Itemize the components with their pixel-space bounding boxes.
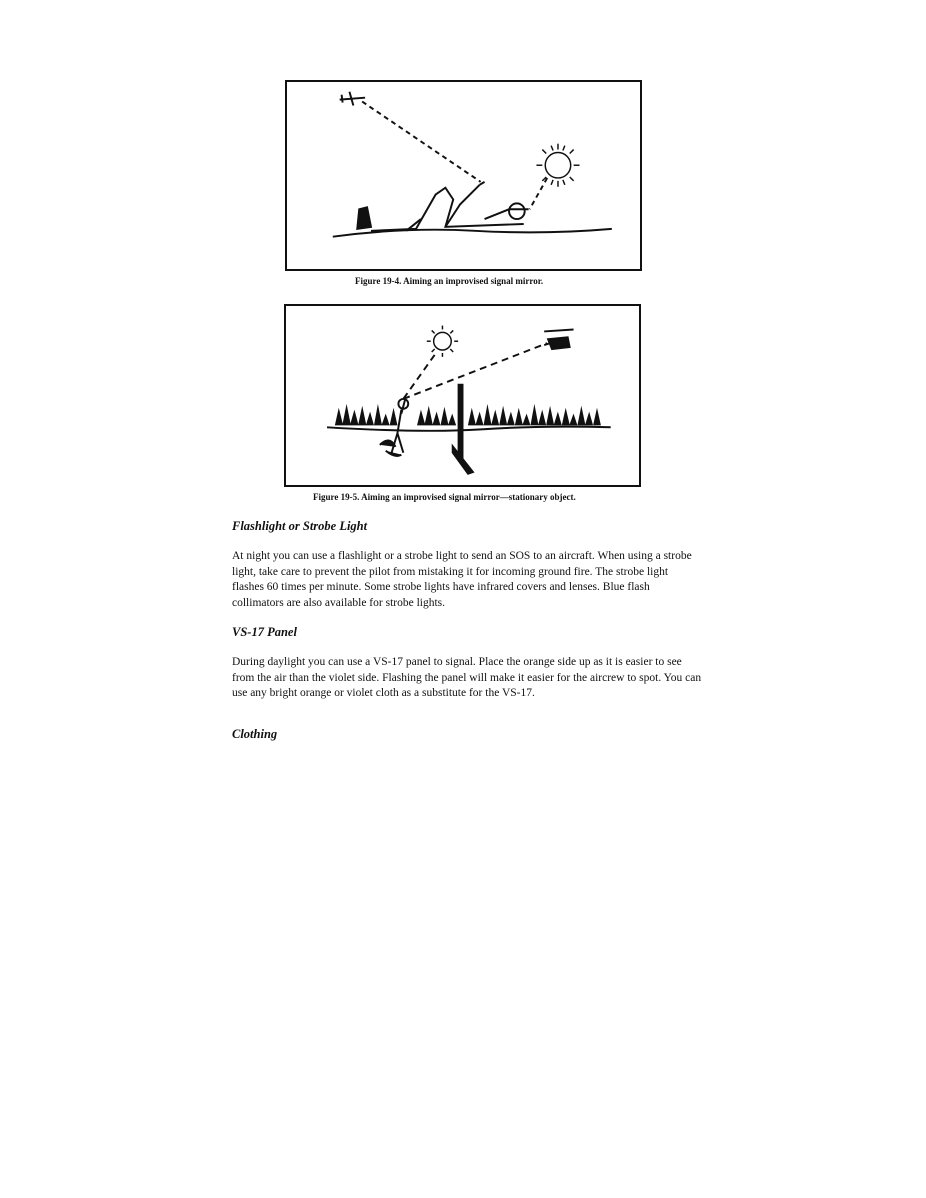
treeline xyxy=(335,404,601,426)
airplane-icon xyxy=(340,92,365,106)
signal-beam-lines xyxy=(362,102,547,210)
section-body-flashlight: At night you can use a flashlight or a strobe light to send an SOS to an aircraft. When using a strobe light, take care to prevent the pilot from mistaking it for incoming ground fire. The strobe light flashes 60 times per minute. Some strobe lights have infrared covers and lenses. Blue flash collimators are also available for strobe lights. xyxy=(232,550,692,609)
helicopter-icon xyxy=(544,329,573,349)
figure-caption: Figure 19-5. Aiming an improvised signal mirror—stationary object. xyxy=(313,492,576,502)
ground-line xyxy=(327,427,611,431)
figure-19-5-illustration xyxy=(284,304,641,487)
figure-caption: Figure 19-4. Aiming an improvised signal mirror. xyxy=(355,276,544,286)
section-heading-clothing: Clothing xyxy=(232,727,278,741)
figure-19-4-illustration xyxy=(285,80,642,271)
standing-person xyxy=(380,399,408,456)
section-body-vs17-panel: During daylight you can use a VS-17 panel to signal. Place the orange side up as it is easier to see from the air than the violet side. Flashing the panel will make it easier for the aircrew to spot. You can use any bright orange or violet cloth as a substitute for the VS-17. xyxy=(232,656,702,699)
sun-icon xyxy=(536,144,579,187)
section-heading-flashlight: Flashlight or Strobe Light xyxy=(232,519,368,533)
reclining-person xyxy=(357,182,528,231)
section-heading-vs17-panel: VS-17 Panel xyxy=(232,625,297,639)
signal-beam-lines xyxy=(403,343,547,399)
sun-icon xyxy=(427,326,458,357)
